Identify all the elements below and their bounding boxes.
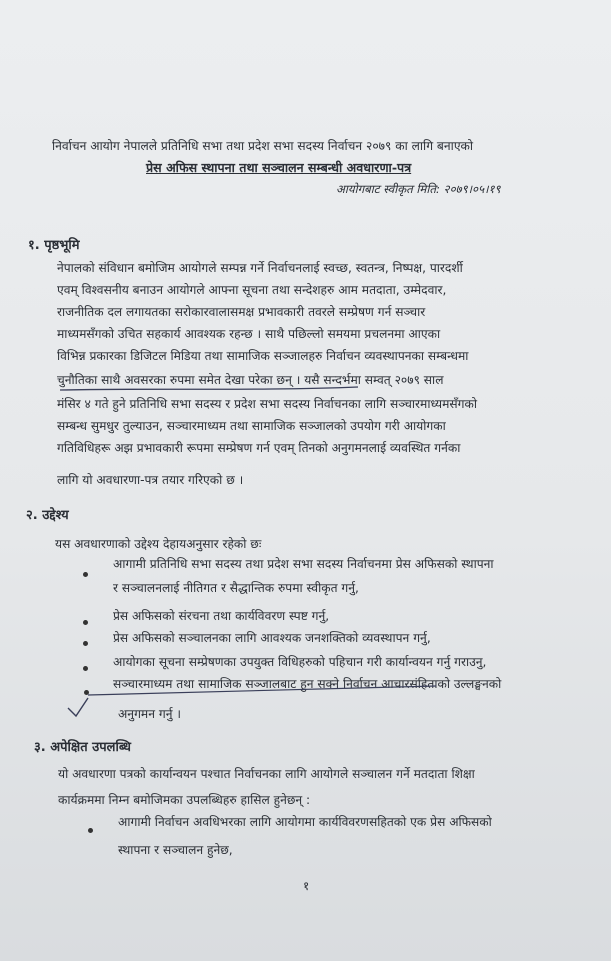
objective-item: प्रेस अफिसको सञ्चालनका लागि आवश्यक जनशक्तिको व्यवस्थापन गर्नु, [113,631,431,645]
paragraph-line: सम्बन्ध सुमधुर तुल्याउन, सञ्चारमाध्यम तथा सामाजिक सञ्जालको उपयोग गरी आयोगका [57,419,446,433]
document-title: प्रेस अफिस स्थापना तथा सञ्चालन सम्बन्धी अवधारणा-पत्र [146,160,412,175]
paragraph-line: नेपालको संविधान बमोजिम आयोगले सम्पन्न गर्ने निर्वाचनलाई स्वच्छ, स्वतन्त्र, निष्पक्ष, पारदर्शी [57,261,463,275]
paragraph-line: गतिविधिहरू अझ प्रभावकारी रूपमा सम्प्रेषण गर्न एवम् तिनको अनुगमनलाई व्यवस्थित गर्नका [57,441,461,455]
paragraph-line: राजनीतिक दल लगायतका सरोकारवालासमक्ष प्रभावकारी तवरले सम्प्रेषण गर्न सञ्चार [57,305,426,319]
objective-item-cont: र सञ्चालनलाई नीतिगत र सैद्धान्तिक रुपमा स्वीकृत गर्नु, [113,581,359,595]
paragraph-line: विभिन्न प्रकारका डिजिटल मिडिया तथा सामाजिक सञ्जालहरु निर्वाचन व्यवस्थापनका सम्बन्धमा [57,349,469,363]
pen-underline [60,387,358,390]
paragraph-line: मंसिर ४ गते हुने प्रतिनिधि सभा सदस्य र प्रदेश सभा सदस्य निर्वाचनका लागि सञ्चारमाध्यमसँगको [57,397,478,411]
objective-intro: यस अवधारणाको उद्देश्य देहायअनुसार रहेको छः [55,537,262,551]
objective-item: सञ्चारमाध्यम तथा सामाजिक सञ्जालबाट हुन सक्ने निर्वाचन आचारसंहिताको उल्लङ्घनको [113,677,502,691]
paragraph-line: चुनौतिका साथै अवसरका रुपमा समेत देखा परेका छन् । यसै सन्दर्भमा सम्वत् २०७९ साल [57,373,444,387]
outcome-intro-line: कार्यक्रममा निम्न बमोजिमका उपलब्धिहरु हासिल हुनेछन् : [58,793,311,807]
approval-date: आयोगबाट स्वीकृत मिति: २०७९।०५।१९ [336,182,501,196]
outcome-item-cont: स्थापना र सञ्चालन हुनेछ, [118,843,233,857]
section-heading-background: १. पृष्ठभूमि [28,238,80,253]
objective-item: प्रेस अफिसको संरचना तथा कार्यविवरण स्पष्ट गर्नु, [113,609,330,623]
page-number: १ [303,879,310,893]
pen-underline [88,686,436,695]
outcome-intro-line: यो अवधारणा पत्रको कार्यान्वयन पश्चात निर्वाचनका लागि आयोगले सञ्चालन गर्ने मतदाता शिक्षा [58,767,475,781]
header-intro: निर्वाचन आयोग नेपालले प्रतिनिधि सभा तथा प्रदेश सभा सदस्य निर्वाचन २०७९ का लागि बनाएको [52,139,474,153]
paragraph-line: माध्यमसँगको उचित सहकार्य आवश्यक रहन्छ । साथै पछिल्लो समयमा प्रचलनमा आएका [57,327,441,341]
pen-tick-mark [68,698,88,716]
objective-item: आयोगका सूचना सम्प्रेषणका उपयुक्त विधिहरुको पहिचान गरी कार्यान्वयन गर्नु गराउनु, [113,655,487,669]
section-heading-expected-outcome: ३. अपेक्षित उपलब्धि [34,740,131,755]
section-heading-objective: २. उद्देश्य [26,508,69,523]
objective-item: आगामी प्रतिनिधि सभा सदस्य तथा प्रदेश सभा सदस्य निर्वाचनमा प्रेस अफिसको स्थापना [113,557,494,571]
outcome-item: आगामी निर्वाचन अवधिभरका लागि आयोगमा कार्यविवरणसहितको एक प्रेस अफिसको [118,815,492,829]
paragraph-line: एवम् विश्वसनीय बनाउन आयोगले आफ्ना सूचना तथा सन्देशहरु आम मतदाता, उम्मेदवार, [57,283,447,297]
paragraph-line: लागि यो अवधारणा-पत्र तयार गरिएको छ । [57,473,244,487]
objective-item-cont: अनुगमन गर्नु । [118,707,181,721]
